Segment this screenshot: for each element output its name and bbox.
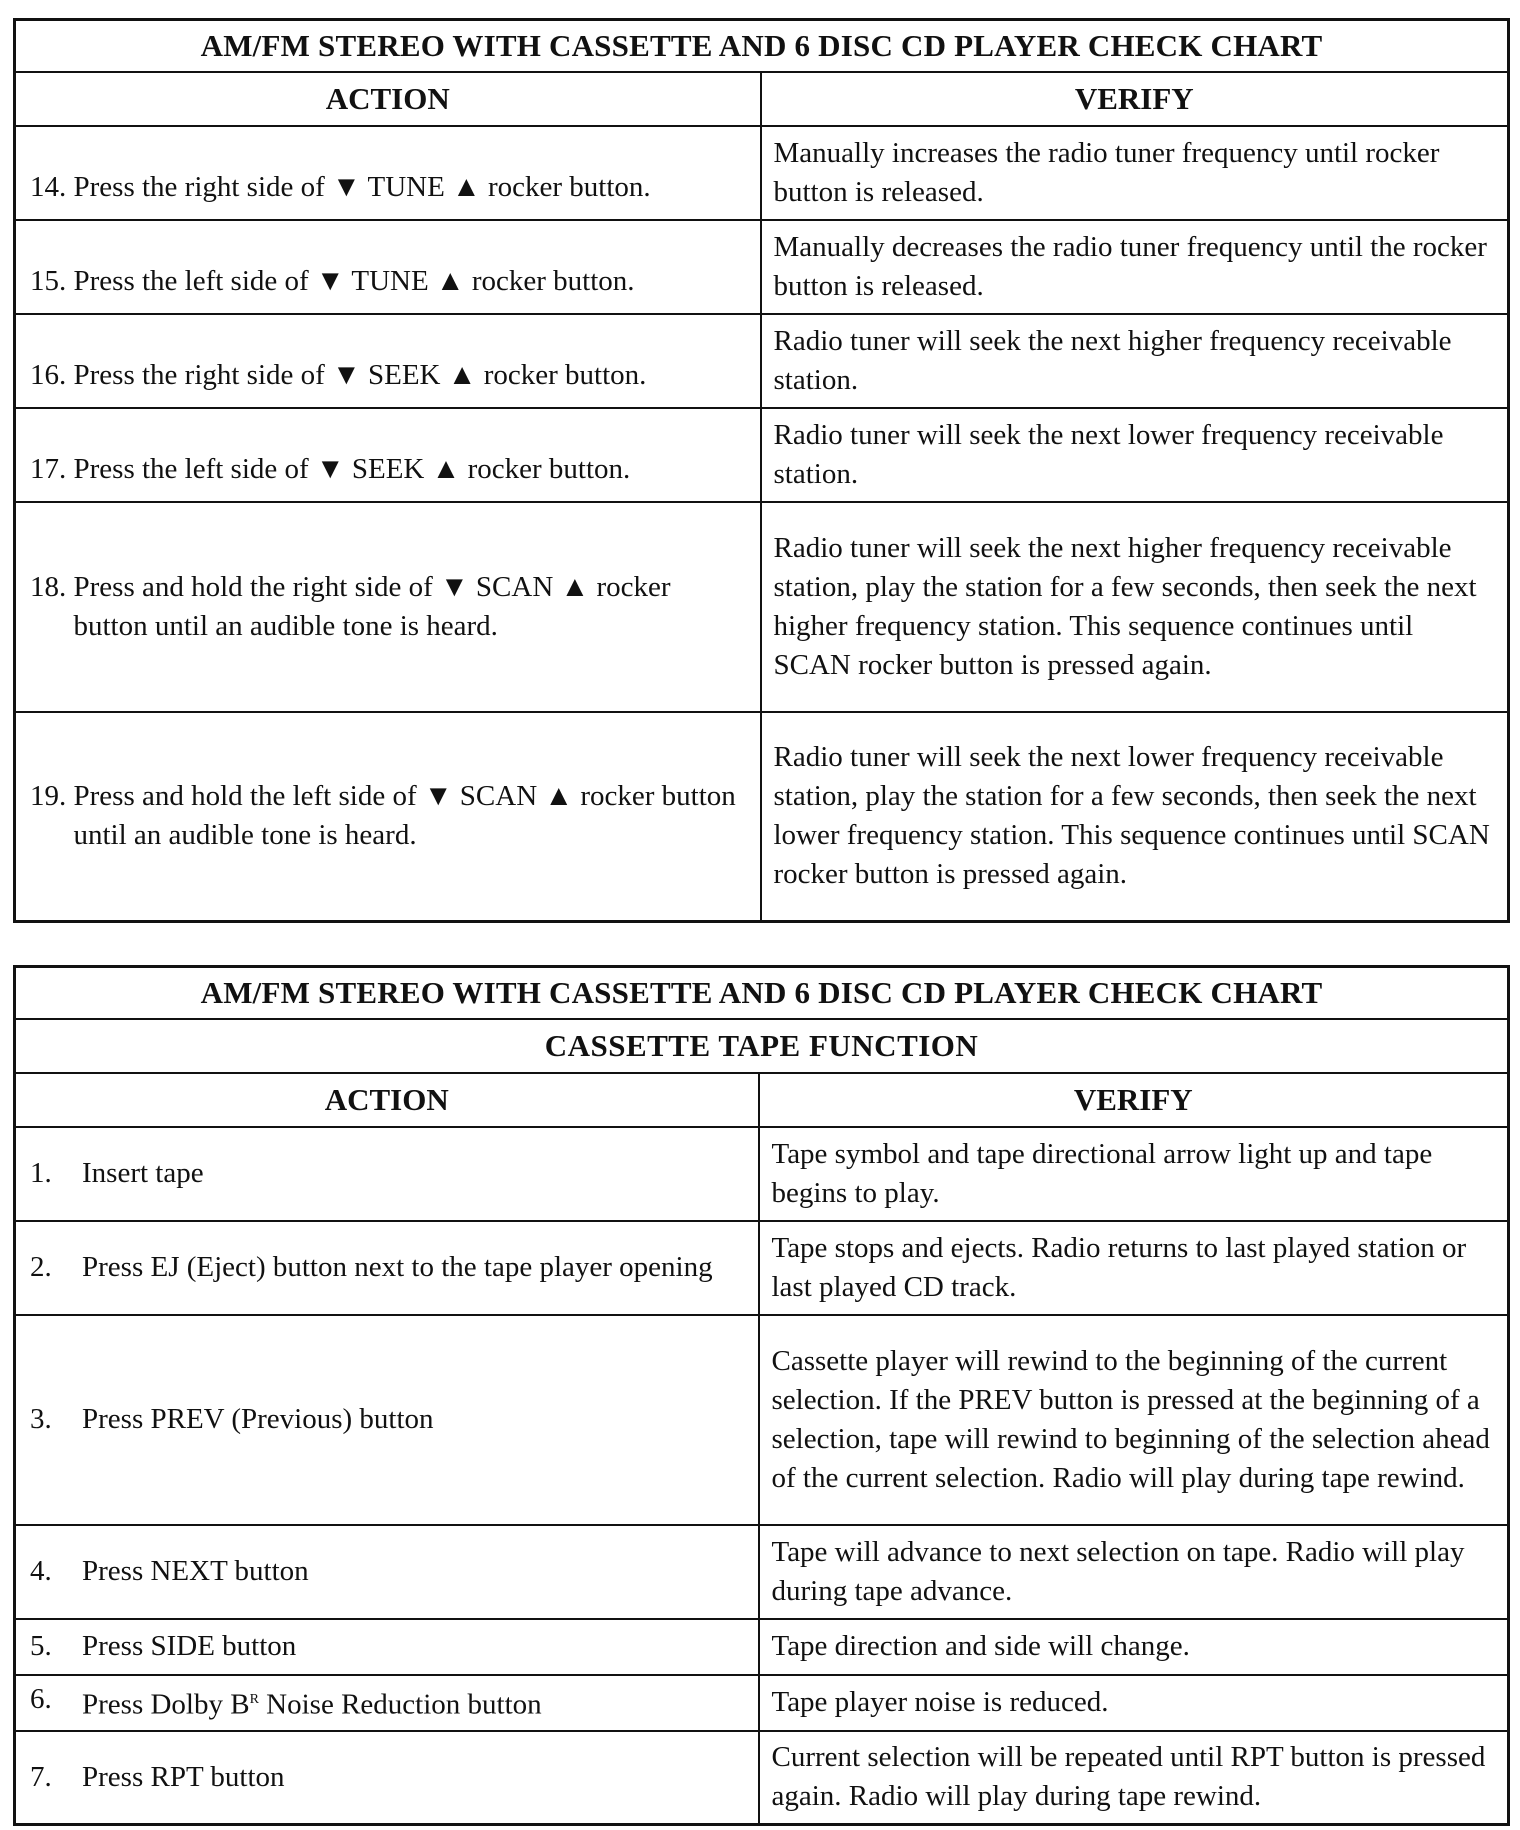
action-cell [15, 408, 761, 502]
table-row [15, 502, 1509, 712]
table-row [15, 126, 1509, 220]
verify-text: Tape symbol and tape directional arrow light up and tape begins to play. [759, 1127, 1509, 1221]
action-text: Press and hold the right side of ▼ SCAN ▲ rocker button until an audible tone is heard. [73, 570, 671, 642]
action-text-suffix: Noise Reduction button [258, 1688, 542, 1721]
action-cell [15, 1619, 759, 1675]
action-cell [15, 126, 761, 220]
table-row [15, 1127, 1509, 1221]
chart-title: AM/FM STEREO WITH CASSETTE AND 6 DISC CD PLAYER CHECK CHART [15, 967, 1509, 1019]
verify-text: Radio tuner will seek the next higher frequency receivable station, play the station for a few seconds, then seek the next higher frequency station. This sequence continues until SCAN rocker button is pressed again. [761, 502, 1509, 712]
table-row [15, 1525, 1509, 1619]
action-text: Press EJ (Eject) button next to the tape player opening [82, 1251, 713, 1283]
step-number: 7. [30, 1760, 52, 1793]
verify-text: Manually increases the radio tuner frequency until rocker button is released. [761, 126, 1509, 220]
table-row [15, 1731, 1509, 1825]
check-chart-cassette [13, 965, 1510, 1826]
table-row [15, 314, 1509, 408]
verify-text: Cassette player will rewind to the beginning of the current selection. If the PREV button is pressed at the beginning of a selection, tape will rewind to beginning of the selection ahead of the current selection. Radio will play during tape rewind. [759, 1315, 1509, 1525]
chart-subtitle: CASSETTE TAPE FUNCTION [15, 1019, 1509, 1073]
action-cell [15, 1221, 759, 1315]
column-header-action: ACTION [15, 1073, 759, 1127]
action-cell [15, 1315, 759, 1525]
action-text-main: Press Dolby B [82, 1688, 250, 1721]
step-number: 14. [30, 171, 67, 203]
verify-text: Current selection will be repeated until RPT button is pressed again. Radio will play during tape rewind. [759, 1731, 1509, 1825]
action-text: Press the left side of ▼ TUNE ▲ rocker button. [73, 265, 635, 297]
registered-mark: R [249, 1692, 259, 1708]
action-cell [15, 502, 761, 712]
verify-text: Tape player noise is reduced. [759, 1675, 1509, 1731]
step-number: 16. [30, 359, 67, 391]
table-row [15, 1315, 1509, 1525]
step-number: 4. [30, 1555, 52, 1587]
check-chart-radio [13, 18, 1510, 923]
action-text: Press SIDE button [82, 1630, 297, 1662]
verify-text: Radio tuner will seek the next lower frequency receivable station. [761, 408, 1509, 502]
step-number: 5. [30, 1630, 52, 1662]
table-row [15, 1619, 1509, 1675]
action-text: Press the right side of ▼ SEEK ▲ rocker button. [73, 359, 647, 391]
action-text: Press and hold the left side of ▼ SCAN ▲ rocker button until an audible tone is heard. [73, 780, 736, 852]
table-row [15, 1221, 1509, 1315]
table-row [15, 220, 1509, 314]
verify-text: Manually decreases the radio tuner frequency until the rocker button is released. [761, 220, 1509, 314]
table-row [15, 712, 1509, 922]
action-cell [15, 220, 761, 314]
action-cell [15, 1127, 759, 1221]
verify-text: Tape will advance to next selection on tape. Radio will play during tape advance. [759, 1525, 1509, 1619]
verify-text: Tape direction and side will change. [759, 1619, 1509, 1675]
step-number: 17. [30, 453, 67, 485]
action-cell [15, 1675, 759, 1731]
verify-text: Radio tuner will seek the next lower frequency receivable station, play the station for a few seconds, then seek the next lower frequency station. This sequence continues until SCAN rocker button is pressed again. [761, 712, 1509, 922]
column-header-verify: VERIFY [759, 1073, 1509, 1127]
step-number: 1. [30, 1157, 52, 1189]
action-text: Press RPT button [82, 1760, 285, 1793]
action-cell [15, 1731, 759, 1825]
action-text: Press the right side of ▼ TUNE ▲ rocker button. [73, 171, 651, 203]
step-number: 3. [30, 1403, 52, 1435]
verify-text: Tape stops and ejects. Radio returns to last played station or last played CD track. [759, 1221, 1509, 1315]
column-header-action: ACTION [15, 72, 761, 126]
column-header-verify: VERIFY [761, 72, 1509, 126]
action-text: Press PREV (Previous) button [82, 1403, 434, 1435]
table-row [15, 1675, 1509, 1731]
verify-text: Radio tuner will seek the next higher frequency receivable station. [761, 314, 1509, 408]
step-number: 15. [30, 265, 67, 297]
step-number: 18. [30, 570, 67, 603]
action-text: Press NEXT button [82, 1555, 309, 1587]
step-number: 6. [30, 1683, 52, 1716]
action-text [82, 1680, 750, 1725]
action-cell [15, 314, 761, 408]
step-number: 19. [30, 780, 67, 813]
table-row [15, 408, 1509, 502]
chart-title: AM/FM STEREO WITH CASSETTE AND 6 DISC CD PLAYER CHECK CHART [15, 20, 1509, 72]
action-text: Insert tape [82, 1157, 204, 1189]
action-cell [15, 1525, 759, 1619]
action-cell [15, 712, 761, 922]
step-number: 2. [30, 1251, 52, 1283]
action-text: Press the left side of ▼ SEEK ▲ rocker button. [73, 453, 631, 485]
